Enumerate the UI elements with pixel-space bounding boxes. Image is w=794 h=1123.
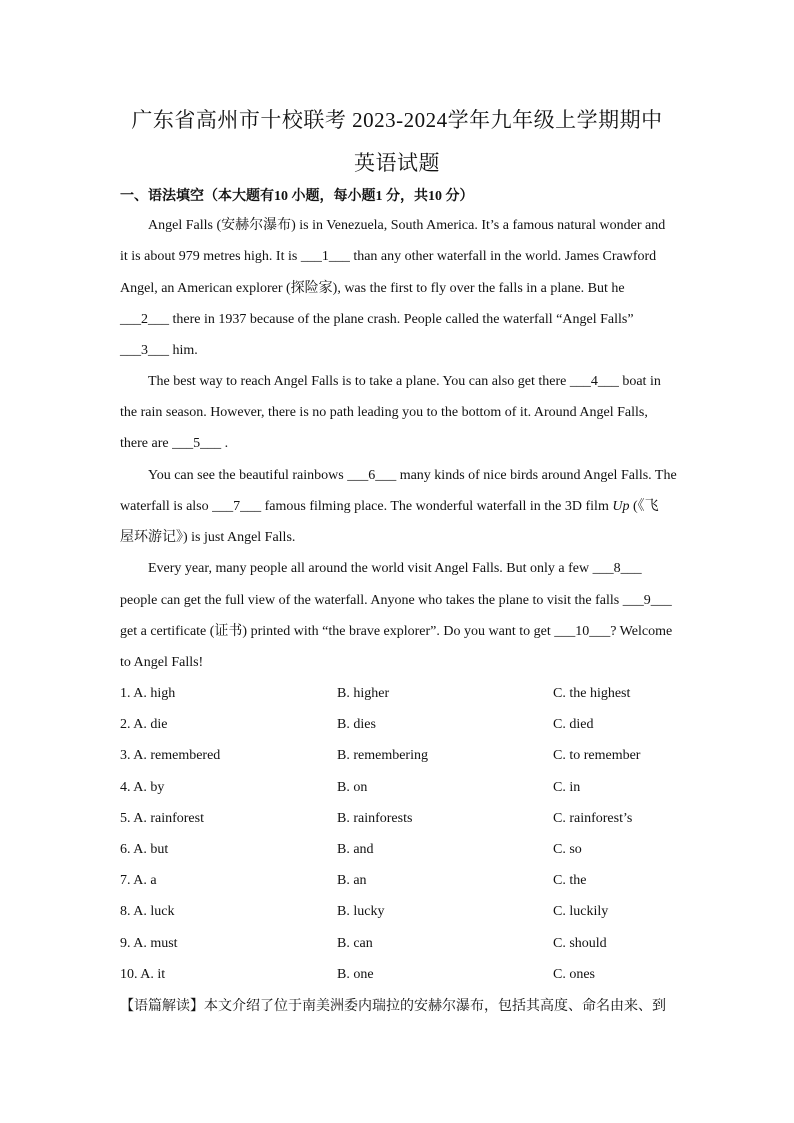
blank-2: ___2___ [120, 312, 169, 327]
option-a: 4. A. by [120, 780, 165, 795]
passage-analysis: 【语篇解读】本文介绍了位于南美洲委内瑞拉的安赫尔瀑布，包括其高度、命名由来、到 [120, 999, 666, 1014]
option-a: 5. A. rainforest [120, 811, 204, 826]
option-c: C. rainforest’s [553, 811, 633, 826]
passage-line: the rain season. However, there is no path leading you to the bottom of it. Around Angel Falls, [120, 405, 648, 420]
option-a: 10. A. it [120, 967, 166, 982]
exam-title: 广东省高州市十校联考 2023-2024学年九年级上学期期中 [131, 108, 663, 132]
passage-line: ___2___ there in 1937 because of the plane crash. People called the waterfall “Angel Falls” [120, 312, 634, 327]
blank-3: ___3___ [120, 343, 169, 358]
option-a: 7. A. a [120, 873, 157, 888]
option-b: B. higher [337, 686, 390, 701]
option-b: B. dies [337, 717, 376, 732]
option-a: 8. A. luck [120, 904, 175, 919]
option-a: 2. A. die [120, 717, 168, 732]
option-b: B. lucky [337, 904, 385, 919]
passage-line: to Angel Falls! [120, 655, 204, 670]
passage-line: You can see the beautiful rainbows ___6___ many kinds of nice birds around Angel Falls. The [148, 468, 677, 483]
passage-line: Angel Falls (安赫尔瀑布) is in Venezuela, South America. It’s a famous natural wonder and [148, 218, 666, 233]
option-c: C. the [553, 873, 587, 888]
passage-line: The best way to reach Angel Falls is to take a plane. You can also get there ___4___ boat in [148, 374, 661, 389]
option-c: C. to remember [553, 748, 641, 763]
exam-subtitle: 英语试题 [354, 151, 440, 175]
blank-4: ___4___ [569, 374, 619, 389]
film-title: Up [612, 499, 630, 514]
option-c: C. died [553, 717, 594, 732]
option-c: C. luckily [553, 904, 609, 919]
option-b: B. on [337, 780, 368, 795]
blank-5: ___5___ [172, 436, 222, 451]
option-a: 3. A. remembered [120, 748, 221, 763]
passage-line: 屋环游记》) is just Angel Falls. [120, 530, 296, 545]
passage-line: people can get the full view of the waterfall. Anyone who takes the plane to visit the falls ___9___ [120, 593, 672, 608]
blank-7: ___7___ [212, 499, 262, 514]
blank-8: ___8___ [592, 561, 642, 576]
option-b: B. one [337, 967, 374, 982]
option-c: C. so [553, 842, 582, 857]
option-c: C. should [553, 936, 607, 951]
option-a: 9. A. must [120, 936, 178, 951]
passage-line: Angel, an American explorer (探险家), was the first to fly over the falls in a plane. But he [120, 281, 625, 296]
option-b: B. rainforests [337, 811, 413, 826]
option-c: C. the highest [553, 686, 631, 701]
passage-line: get a certificate (证书) printed with “the brave explorer”. Do you want to get ___10___? Welcome [120, 624, 673, 639]
passage-line: waterfall is also ___7___ famous filming place. The wonderful waterfall in the 3D film Up (《飞 [120, 499, 659, 514]
option-c: C. in [553, 780, 581, 795]
option-c: C. ones [553, 967, 595, 982]
passage-line: ___3___ him. [120, 343, 198, 358]
passage-line: there are ___5___ . [120, 436, 229, 451]
option-b: B. an [337, 873, 367, 888]
section-heading: 一、语法填空（本大题有10 小题，每小题1 分，共10 分） [120, 189, 474, 204]
option-a: 6. A. but [120, 842, 169, 857]
blank-1: ___1___ [300, 249, 350, 264]
passage-line: Every year, many people all around the world visit Angel Falls. But only a few ___8___ [148, 561, 642, 576]
blank-9: ___9___ [622, 593, 672, 608]
option-b: B. and [337, 842, 374, 857]
blank-6: ___6___ [347, 468, 397, 483]
option-a: 1. A. high [120, 686, 176, 701]
option-b: B. remembering [337, 748, 428, 763]
blank-10: ___10___ [554, 624, 611, 639]
option-b: B. can [337, 936, 373, 951]
passage-line: it is about 979 metres high. It is ___1___ than any other waterfall in the world. James Crawford [120, 249, 657, 264]
